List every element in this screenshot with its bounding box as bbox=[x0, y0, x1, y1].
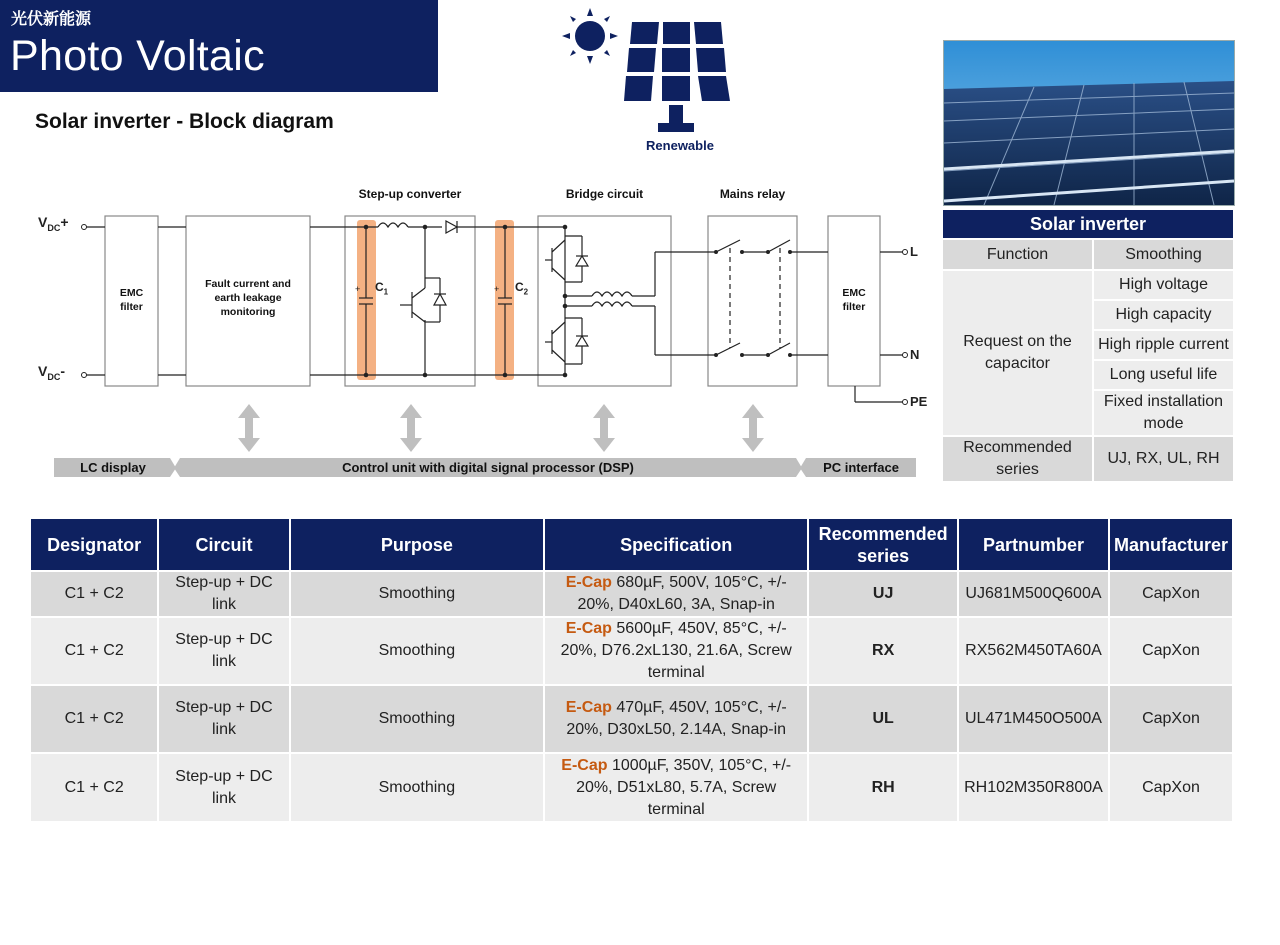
emc-filter-right-label: EMC filter bbox=[842, 287, 866, 313]
ecap-prefix: E-Cap bbox=[565, 699, 612, 716]
capacitor-table bbox=[31, 519, 1234, 821]
col-manufacturer: Manufacturer bbox=[1109, 519, 1233, 571]
cell-partnumber: UL471M450O500A bbox=[958, 685, 1109, 753]
cell-circuit: Step-up + DC link bbox=[158, 685, 289, 753]
cell-specification: E-Cap 470µF, 450V, 105°C, +/- 20%, D30xL50, 2.14A, Snap-in bbox=[544, 685, 808, 753]
control-arrows bbox=[238, 404, 764, 452]
cell-specification: E-Cap 680µF, 500V, 105°C, +/- 20%, D40xL60, 3A, Snap-in bbox=[544, 571, 808, 617]
vdc-plus-label: $V_{DC}+$ bbox=[38, 214, 69, 233]
relay-label: Mains relay bbox=[719, 187, 786, 201]
ecap-prefix: E-Cap bbox=[561, 756, 608, 774]
function-value: Smoothing bbox=[1094, 238, 1233, 269]
recommended-value: UJ, RX, UL, RH bbox=[1094, 435, 1233, 481]
c1-label: $C_1$ bbox=[375, 280, 389, 297]
cell-manufacturer: CapXon bbox=[1109, 617, 1233, 685]
table-row bbox=[31, 617, 1233, 685]
solar-panels-photo bbox=[943, 40, 1235, 206]
pc-interface-label: PC interface bbox=[823, 460, 899, 475]
output-l-label: L bbox=[910, 244, 918, 259]
request-item: High capacity bbox=[1094, 299, 1233, 329]
cell-specification: E-Cap 1000µF, 350V, 105°C, +/- 20%, D51xL80, 5.7A, Screw terminal bbox=[544, 753, 808, 821]
inverter-requirements-table bbox=[943, 210, 1233, 481]
table-row bbox=[31, 571, 1233, 617]
header-subtitle: 光伏新能源 bbox=[11, 11, 92, 28]
cell-circuit: Step-up + DC link bbox=[158, 571, 289, 617]
table-row bbox=[31, 685, 1233, 753]
cell-purpose: Smoothing bbox=[290, 753, 544, 821]
cell-series: UL bbox=[808, 685, 958, 753]
col-recommended-series: Recommended series bbox=[808, 519, 958, 571]
cell-manufacturer: CapXon bbox=[1109, 685, 1233, 753]
block-diagram bbox=[0, 0, 940, 490]
col-circuit: Circuit bbox=[158, 519, 289, 571]
cell-circuit: Step-up + DC link bbox=[158, 753, 289, 821]
inverter-table-title: Solar inverter bbox=[943, 210, 1233, 238]
c2-plus: + bbox=[494, 284, 500, 294]
cell-partnumber: RX562M450TA60A bbox=[958, 617, 1109, 685]
cell-series: RX bbox=[808, 617, 958, 685]
output-n-label: N bbox=[910, 347, 920, 362]
table-row bbox=[31, 753, 1233, 821]
emc-filter-left-label: EMC filter bbox=[119, 287, 144, 313]
renewable-label: Renewable bbox=[646, 138, 714, 153]
bridge-label: Bridge circuit bbox=[565, 187, 644, 201]
cell-specification: E-Cap 5600µF, 450V, 85°C, +/- 20%, D76.2xL130, 21.6A, Screw terminal bbox=[544, 617, 808, 685]
cell-designator: C1 + C2 bbox=[31, 617, 158, 685]
request-item: Fixed installation mode bbox=[1094, 389, 1233, 435]
section-title: Solar inverter - Block diagram bbox=[35, 110, 334, 133]
col-partnumber: Partnumber bbox=[958, 519, 1109, 571]
cell-partnumber: UJ681M500Q600A bbox=[958, 571, 1109, 617]
lc-display-label: LC display bbox=[80, 460, 146, 475]
cell-circuit: Step-up + DC link bbox=[158, 617, 289, 685]
cell-manufacturer: CapXon bbox=[1109, 753, 1233, 821]
recommended-label: Recommended series bbox=[943, 435, 1094, 481]
request-item: High ripple current bbox=[1094, 329, 1233, 359]
cell-designator: C1 + C2 bbox=[31, 571, 158, 617]
col-purpose: Purpose bbox=[290, 519, 544, 571]
page-title: Photo Voltaic bbox=[10, 32, 265, 80]
request-item: High voltage bbox=[1094, 269, 1233, 299]
stepup-label: Step-up converter bbox=[358, 187, 462, 201]
dsp-label: Control unit with digital signal processor (DSP) bbox=[342, 460, 634, 475]
request-item: Long useful life bbox=[1094, 359, 1233, 389]
c2-label: $C_2$ bbox=[515, 280, 529, 297]
col-designator: Designator bbox=[31, 519, 158, 571]
vdc-minus-label: $V_{DC}-$ bbox=[38, 363, 66, 382]
bridge-block bbox=[538, 216, 671, 386]
request-label: Request on the capacitor bbox=[943, 269, 1094, 435]
c1-plus: + bbox=[355, 284, 361, 294]
cell-purpose: Smoothing bbox=[290, 571, 544, 617]
ecap-prefix: E-Cap bbox=[565, 574, 612, 591]
cell-designator: C1 + C2 bbox=[31, 685, 158, 753]
cell-partnumber: RH102M350R800A bbox=[958, 753, 1109, 821]
col-specification: Specification bbox=[544, 519, 808, 571]
cell-purpose: Smoothing bbox=[290, 617, 544, 685]
function-label: Function bbox=[943, 238, 1094, 269]
output-pe-label: PE bbox=[910, 394, 928, 409]
cell-manufacturer: CapXon bbox=[1109, 571, 1233, 617]
cell-series: UJ bbox=[808, 571, 958, 617]
ecap-prefix: E-Cap bbox=[565, 620, 612, 637]
cell-purpose: Smoothing bbox=[290, 685, 544, 753]
fault-monitor-label: Fault current and earth leakage monitoring bbox=[205, 278, 291, 318]
relay-block bbox=[708, 216, 797, 386]
cell-series: RH bbox=[808, 753, 958, 821]
cell-designator: C1 + C2 bbox=[31, 753, 158, 821]
